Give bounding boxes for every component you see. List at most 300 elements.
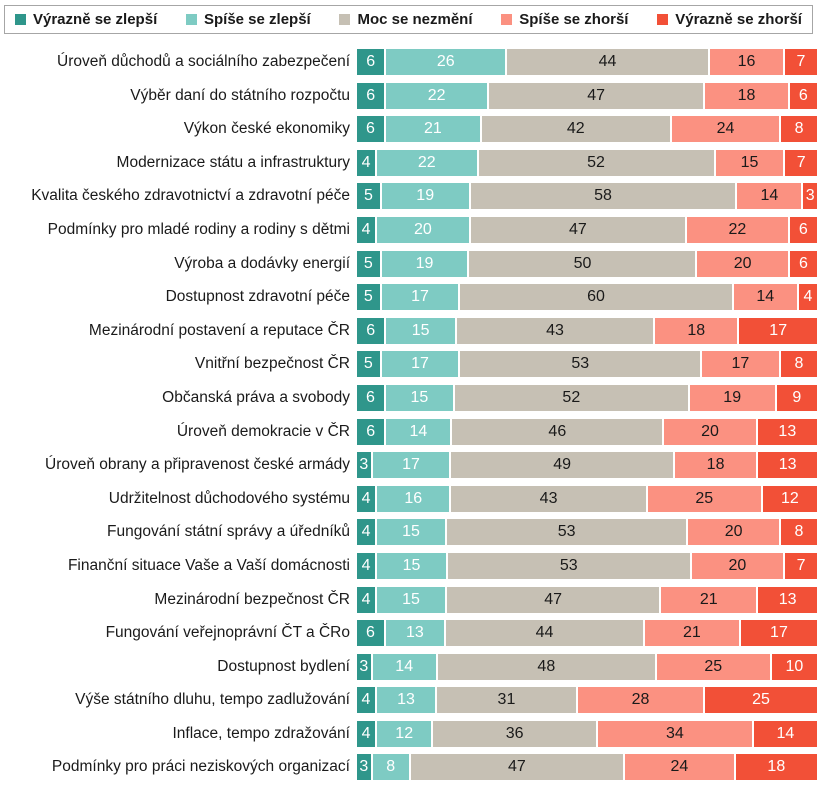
- legend-item-label: Spíše se zlepší: [203, 11, 311, 28]
- bar-segment-1: [386, 419, 450, 445]
- row-label: Výroba a dodávky energií: [174, 254, 350, 272]
- segment-value: 15: [402, 590, 420, 608]
- bar-segment-1: [386, 83, 486, 109]
- bar-segment-2: [455, 385, 688, 411]
- segment-value: 7: [796, 556, 806, 574]
- segment-value: 42: [566, 120, 585, 138]
- bar-segment-0: [357, 183, 380, 209]
- bar-segment-1: [386, 318, 454, 344]
- legend-color-swatch: [339, 14, 350, 25]
- segment-value: 14: [756, 288, 775, 306]
- segment-value: 13: [397, 691, 415, 709]
- segment-value: 48: [537, 657, 556, 675]
- segment-value: 10: [785, 657, 804, 675]
- bar-segment-0: [357, 150, 375, 176]
- stacked-bar: [357, 452, 817, 478]
- segment-value: 14: [760, 187, 779, 205]
- stacked-bar: [357, 620, 817, 646]
- bar-segment-0: [357, 419, 384, 445]
- row-label: Úroveň obrany a připravenost české armády: [45, 456, 350, 474]
- stacked-bar: [357, 116, 817, 142]
- bar-segment-2: [460, 351, 700, 377]
- segment-value: 49: [553, 456, 572, 474]
- segment-value: 8: [794, 523, 804, 541]
- bar-segment-0: [357, 687, 375, 713]
- bar-segment-3: [661, 587, 756, 613]
- bar-segment-3: [692, 553, 783, 579]
- segment-value: 4: [361, 724, 371, 742]
- segment-value: 14: [776, 724, 795, 742]
- segment-value: 4: [361, 691, 371, 709]
- segment-value: 20: [724, 523, 743, 541]
- row-label: Občanská práva a svobody: [162, 388, 350, 406]
- stacked-bar: [357, 251, 817, 277]
- segment-value: 13: [778, 422, 797, 440]
- stacked-bar: [357, 150, 817, 176]
- segment-value: 15: [411, 321, 430, 339]
- stacked-bar: [357, 721, 817, 747]
- row-label: Mezinárodní postavení a reputace ČR: [88, 321, 350, 339]
- bar-segment-3: [657, 654, 770, 680]
- segment-value: 17: [402, 456, 420, 474]
- bar-segment-2: [451, 486, 645, 512]
- segment-value: 6: [366, 422, 376, 440]
- bar-segment-3: [690, 385, 775, 411]
- bar-segment-2: [469, 251, 695, 277]
- legend-item-4: [657, 11, 802, 28]
- segment-value: 47: [587, 86, 606, 104]
- bar-segment-3: [702, 351, 779, 377]
- row-label: Modernizace státu a infrastruktury: [116, 153, 350, 171]
- bar-segment-1: [377, 519, 445, 545]
- row-label: Výkon české ekonomiky: [183, 120, 350, 138]
- segment-value: 6: [798, 220, 808, 238]
- bar-segment-4: [799, 284, 817, 310]
- bar-segment-0: [357, 754, 371, 780]
- bar-segment-0: [357, 486, 375, 512]
- bar-segment-4: [739, 318, 817, 344]
- legend-item-label: Výrazně se zhorší: [675, 11, 802, 28]
- segment-value: 4: [361, 523, 371, 541]
- bar-segment-0: [357, 385, 384, 411]
- bar-segment-3: [655, 318, 737, 344]
- bar-segment-3: [645, 620, 739, 646]
- bar-segment-3: [710, 49, 783, 75]
- segment-value: 4: [803, 288, 813, 306]
- segment-value: 17: [411, 288, 429, 306]
- stacked-bar: [357, 687, 817, 713]
- bar-segment-4: [781, 116, 817, 142]
- stacked-bar: [357, 486, 817, 512]
- segment-value: 14: [395, 657, 414, 675]
- segment-value: 17: [769, 321, 788, 339]
- bar-segment-1: [373, 754, 409, 780]
- chart-row: [0, 116, 817, 150]
- bar-segment-4: [803, 183, 817, 209]
- bar-segment-1: [373, 654, 436, 680]
- bar-segment-4: [758, 587, 817, 613]
- legend-item-label: Výrazně se zlepší: [33, 11, 158, 28]
- chart-rows: [0, 49, 817, 788]
- segment-value: 3: [359, 758, 369, 776]
- bar-segment-1: [386, 620, 444, 646]
- segment-value: 26: [436, 53, 455, 70]
- chart-row: [0, 318, 817, 352]
- segment-value: 43: [539, 489, 558, 507]
- row-label: Úroveň demokracie v ČR: [176, 422, 350, 440]
- bar-segment-1: [382, 284, 459, 310]
- bar-segment-4: [785, 49, 817, 75]
- chart-row: [0, 49, 817, 83]
- bar-segment-1: [377, 486, 449, 512]
- segment-value: 46: [548, 422, 567, 440]
- bar-segment-0: [357, 654, 371, 680]
- bar-segment-1: [377, 587, 445, 613]
- segment-value: 6: [366, 321, 376, 339]
- segment-value: 18: [737, 86, 756, 104]
- bar-segment-0: [357, 49, 384, 75]
- bar-segment-3: [705, 83, 787, 109]
- row-label: Vnitřní bezpečnost ČR: [194, 355, 350, 373]
- stacked-bar: [357, 49, 817, 75]
- segment-value: 21: [683, 624, 701, 642]
- bar-segment-0: [357, 116, 384, 142]
- segment-value: 53: [557, 523, 576, 541]
- segment-value: 34: [665, 724, 684, 742]
- bar-segment-1: [377, 553, 445, 579]
- bar-segment-0: [357, 519, 375, 545]
- segment-value: 3: [359, 456, 369, 474]
- chart-row: [0, 419, 817, 453]
- bar-segment-4: [772, 654, 817, 680]
- segment-value: 3: [805, 187, 815, 205]
- segment-value: 36: [505, 724, 524, 742]
- bar-segment-4: [758, 419, 817, 445]
- chart-row: [0, 519, 817, 553]
- bar-segment-2: [507, 49, 708, 75]
- bar-segment-3: [716, 150, 784, 176]
- bar-segment-2: [460, 284, 731, 310]
- segment-value: 6: [365, 120, 375, 138]
- bar-segment-3: [578, 687, 703, 713]
- segment-value: 16: [737, 53, 756, 70]
- bar-segment-2: [479, 150, 714, 176]
- segment-value: 12: [395, 724, 414, 742]
- legend-color-swatch: [657, 14, 668, 25]
- chart-row: [0, 150, 817, 184]
- bar-segment-0: [357, 83, 384, 109]
- segment-value: 12: [780, 489, 799, 507]
- chart-row: [0, 754, 817, 788]
- segment-value: 15: [740, 153, 759, 171]
- stacked-bar: [357, 519, 817, 545]
- segment-value: 6: [798, 86, 808, 104]
- segment-value: 20: [733, 254, 752, 272]
- segment-value: 6: [365, 388, 375, 406]
- segment-value: 4: [361, 489, 371, 507]
- segment-value: 21: [423, 120, 442, 138]
- bar-segment-4: [781, 351, 817, 377]
- segment-value: 8: [386, 758, 396, 776]
- bar-segment-2: [447, 519, 687, 545]
- bar-segment-4: [758, 452, 817, 478]
- bar-segment-4: [790, 83, 817, 109]
- chart-row: [0, 83, 817, 117]
- bar-segment-3: [675, 452, 756, 478]
- segment-value: 17: [731, 355, 750, 373]
- row-label: Dostupnost bydlení: [217, 657, 350, 675]
- segment-value: 18: [706, 456, 725, 474]
- segment-value: 5: [363, 355, 373, 373]
- segment-value: 19: [416, 187, 435, 205]
- stacked-bar: [357, 385, 817, 411]
- chart-row: [0, 251, 817, 285]
- bar-segment-2: [448, 553, 690, 579]
- legend-item-1: [186, 11, 311, 28]
- stacked-bar: [357, 351, 817, 377]
- segment-value: 5: [363, 187, 373, 205]
- bar-segment-3: [734, 284, 797, 310]
- bar-segment-4: [781, 519, 817, 545]
- bar-segment-4: [785, 553, 817, 579]
- bar-segment-4: [754, 721, 817, 747]
- segment-value: 43: [546, 321, 564, 339]
- stacked-bar: [357, 284, 817, 310]
- bar-segment-1: [386, 385, 453, 411]
- segment-value: 20: [701, 422, 719, 440]
- chart-row: [0, 385, 817, 419]
- bar-segment-4: [741, 620, 817, 646]
- bar-segment-2: [489, 83, 704, 109]
- segment-value: 7: [796, 53, 806, 70]
- stacked-bar: [357, 217, 817, 243]
- segment-value: 28: [631, 691, 650, 709]
- segment-value: 53: [571, 355, 590, 373]
- bar-segment-2: [447, 587, 659, 613]
- row-label: Dostupnost zdravotní péče: [165, 288, 350, 306]
- segment-value: 3: [359, 657, 369, 675]
- segment-value: 21: [699, 590, 718, 608]
- segment-value: 6: [365, 624, 375, 642]
- bar-segment-4: [790, 251, 817, 277]
- chart-row: [0, 486, 817, 520]
- segment-value: 20: [414, 220, 432, 238]
- bar-segment-2: [471, 183, 736, 209]
- legend: [4, 5, 813, 34]
- stacked-bar: [357, 654, 817, 680]
- bar-segment-3: [697, 251, 787, 277]
- bar-segment-0: [357, 251, 380, 277]
- segment-value: 50: [573, 254, 592, 272]
- bar-segment-1: [377, 721, 431, 747]
- bar-segment-2: [446, 620, 643, 646]
- segment-value: 5: [363, 288, 373, 306]
- segment-value: 15: [410, 388, 429, 406]
- legend-item-label: Spíše se zhorší: [519, 11, 629, 28]
- segment-value: 52: [562, 388, 581, 406]
- segment-value: 13: [778, 590, 797, 608]
- bar-segment-4: [763, 486, 817, 512]
- row-label: Podmínky pro práci neziskových organizací: [51, 758, 350, 776]
- bar-segment-2: [452, 419, 662, 445]
- chart-row: [0, 217, 817, 251]
- bar-segment-1: [382, 251, 468, 277]
- segment-value: 14: [409, 422, 428, 440]
- row-label: Úroveň důchodů a sociálního zabezpečení: [57, 53, 350, 70]
- chart-row: [0, 553, 817, 587]
- legend-color-swatch: [501, 14, 512, 25]
- bar-segment-2: [457, 318, 653, 344]
- bar-segment-3: [598, 721, 752, 747]
- bar-segment-1: [386, 116, 480, 142]
- row-label: Podmínky pro mladé rodiny a rodiny s dětmi: [47, 220, 350, 238]
- segment-value: 25: [695, 489, 714, 507]
- bar-segment-3: [737, 183, 801, 209]
- bar-segment-4: [705, 687, 817, 713]
- stacked-bar: [357, 587, 817, 613]
- row-label: Kvalita českého zdravotnictví a zdravotní péče: [31, 187, 350, 205]
- segment-value: 4: [361, 590, 371, 608]
- legend-item-3: [501, 11, 628, 28]
- bar-segment-1: [377, 687, 435, 713]
- bar-segment-1: [382, 351, 459, 377]
- bar-segment-4: [736, 754, 817, 780]
- bar-segment-3: [687, 217, 787, 243]
- bar-segment-0: [357, 452, 371, 478]
- chart-row: [0, 587, 817, 621]
- chart-row: [0, 183, 817, 217]
- bar-segment-3: [625, 754, 733, 780]
- bar-segment-1: [377, 217, 468, 243]
- segment-value: 25: [704, 657, 723, 675]
- chart-row: [0, 654, 817, 688]
- legend-color-swatch: [186, 14, 197, 25]
- stacked-bar: [357, 553, 817, 579]
- bar-segment-4: [777, 385, 817, 411]
- bar-segment-1: [386, 49, 505, 75]
- bar-segment-2: [411, 754, 623, 780]
- bar-segment-0: [357, 351, 380, 377]
- segment-value: 15: [402, 556, 421, 574]
- bar-segment-2: [433, 721, 596, 747]
- segment-value: 24: [716, 120, 735, 138]
- bar-segment-0: [357, 587, 375, 613]
- segment-value: 4: [361, 153, 371, 171]
- segment-value: 44: [535, 624, 554, 642]
- stacked-bar: [357, 83, 817, 109]
- bar-segment-0: [357, 721, 375, 747]
- bar-segment-0: [357, 620, 384, 646]
- segment-value: 16: [404, 489, 423, 507]
- segment-value: 22: [427, 86, 446, 104]
- stacked-bar: [357, 318, 817, 344]
- segment-value: 18: [767, 758, 786, 776]
- bar-segment-0: [357, 553, 375, 579]
- bar-segment-1: [377, 150, 476, 176]
- stacked-bar: [357, 183, 817, 209]
- row-label: Výše státního dluhu, tempo zadlužování: [75, 691, 350, 709]
- segment-value: 31: [497, 691, 516, 709]
- segment-value: 60: [587, 288, 605, 306]
- bar-segment-2: [437, 687, 576, 713]
- segment-value: 9: [792, 388, 802, 406]
- legend-item-0: [15, 11, 157, 28]
- row-label: Inflace, tempo zdražování: [172, 724, 350, 742]
- segment-value: 20: [728, 556, 747, 574]
- segment-value: 18: [687, 321, 706, 339]
- segment-value: 25: [752, 691, 770, 709]
- segment-value: 22: [417, 153, 436, 171]
- segment-value: 8: [794, 120, 804, 138]
- stacked-bar: [357, 754, 817, 780]
- row-label: Mezinárodní bezpečnost ČR: [154, 590, 350, 608]
- segment-value: 53: [559, 556, 578, 574]
- segment-value: 47: [508, 758, 526, 776]
- bar-segment-4: [790, 217, 817, 243]
- segment-value: 24: [670, 758, 689, 776]
- segment-value: 15: [402, 523, 420, 541]
- bar-segment-2: [451, 452, 672, 478]
- segment-value: 47: [544, 590, 562, 608]
- bar-segment-0: [357, 318, 384, 344]
- row-label: Udržitelnost důchodového systému: [108, 489, 350, 507]
- bar-segment-1: [382, 183, 469, 209]
- bar-segment-3: [664, 419, 755, 445]
- bar-segment-2: [438, 654, 655, 680]
- segment-value: 8: [794, 355, 804, 373]
- bar-segment-1: [373, 452, 450, 478]
- bar-segment-4: [785, 150, 817, 176]
- segment-value: 4: [361, 220, 371, 238]
- row-label: Fungování veřejnoprávní ČT a ČRo: [105, 624, 350, 642]
- segment-value: 17: [411, 355, 429, 373]
- segment-value: 4: [361, 556, 371, 574]
- segment-value: 58: [594, 187, 612, 205]
- segment-value: 52: [587, 153, 605, 171]
- segment-value: 19: [723, 388, 742, 406]
- segment-value: 5: [363, 254, 373, 272]
- legend-item-label: Moc se nezmění: [357, 11, 473, 28]
- segment-value: 7: [796, 153, 806, 171]
- legend-color-swatch: [15, 14, 26, 25]
- chart-row: [0, 351, 817, 385]
- stacked-bar: [357, 419, 817, 445]
- segment-value: 6: [798, 254, 808, 272]
- bar-segment-3: [688, 519, 778, 545]
- bar-segment-0: [357, 217, 375, 243]
- segment-value: 47: [568, 220, 587, 238]
- bar-segment-3: [648, 486, 761, 512]
- chart-row: [0, 452, 817, 486]
- bar-segment-2: [471, 217, 686, 243]
- segment-value: 22: [728, 220, 747, 238]
- segment-value: 17: [770, 624, 788, 642]
- legend-item-2: [339, 11, 472, 28]
- segment-value: 13: [406, 624, 424, 642]
- row-label: Fungování státní správy a úředníků: [107, 523, 350, 541]
- row-label: Výběr daní do státního rozpočtu: [130, 86, 350, 104]
- segment-value: 13: [778, 456, 797, 474]
- bar-segment-3: [672, 116, 779, 142]
- segment-value: 19: [415, 254, 434, 272]
- chart-row: [0, 284, 817, 318]
- chart-row: [0, 687, 817, 721]
- chart-row: [0, 721, 817, 755]
- bar-segment-0: [357, 284, 380, 310]
- segment-value: 44: [598, 53, 617, 70]
- segment-value: 6: [366, 53, 376, 70]
- bar-segment-2: [482, 116, 670, 142]
